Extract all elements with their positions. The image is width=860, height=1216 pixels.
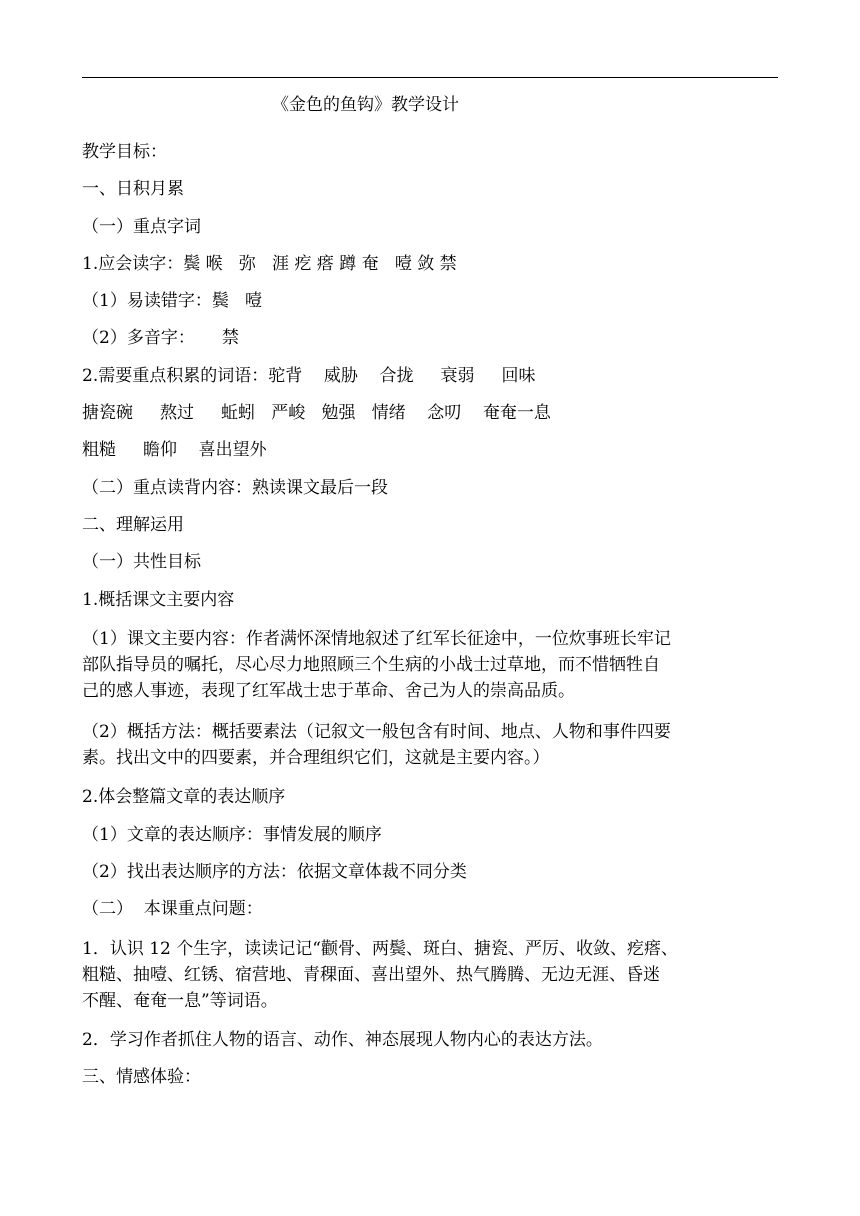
paragraph-line: 1．认识 12 个生字，读读记记“颧骨、两鬓、斑白、搪瓷、严厉、收敛、疙瘩、	[82, 938, 678, 959]
text-line: （1）文章的表达顺序：事情发展的顺序	[82, 824, 382, 845]
paragraph-main-content	[82, 626, 782, 704]
section-heading: 三、情感体验：	[82, 1067, 201, 1088]
document-body	[82, 141, 782, 1104]
text-line: 1.概括课文主要内容	[82, 589, 235, 610]
paragraph-line: （1）课文主要内容：作者满怀深情地叙述了红军长征途中，一位炊事班长牢记	[82, 628, 671, 649]
paragraph-line: （2）概括方法：概括要素法（记叙文一般包含有时间、地点、人物和事件四要	[82, 722, 671, 743]
paragraph-vocabulary	[82, 936, 782, 1014]
text-line: 搪瓷碗 熬过 蚯蚓 严峻 勉强 情绪 念叨 奄奄一息	[82, 403, 551, 424]
section-heading: 一、日积月累	[82, 179, 184, 200]
text-line: （2）多音字： 禁	[82, 328, 239, 349]
text-line: 粗糙 瞻仰 喜出望外	[82, 440, 267, 461]
text-line: （1）易读错字：鬓 噎	[82, 291, 263, 312]
paragraph-line: 部队指导员的嘱托，尽心尽力地照顾三个生病的小战士过草地，而不惜牺牲自	[82, 654, 660, 675]
text-line: 1.应会读字：鬓 喉 弥 涯 疙 瘩 蹲 奄 噎 敛 禁	[82, 253, 457, 274]
paragraph-line: 粗糙、抽噎、红锈、宿营地、青稞面、喜出望外、热气腾腾、无边无涯、昏迷	[82, 964, 660, 985]
document-title: 《金色的鱼钩》教学设计	[272, 95, 459, 115]
text-line: （2）找出表达顺序的方法：依据文章体裁不同分类	[82, 862, 467, 883]
text-line: 2.体会整篇文章的表达顺序	[82, 787, 286, 808]
subsection-heading: （一）重点字词	[82, 216, 201, 237]
text-line: 2.需要重点积累的词语：驼背 威胁 合拢 衰弱 回味	[82, 365, 536, 386]
paragraph-line: 素。找出文中的四要素，并合理组织它们，这就是主要内容。）	[82, 748, 550, 769]
subsection-heading: （二） 本课重点问题：	[82, 899, 263, 920]
paragraph-line: 己的感人事迹，表现了红军战士忠于革命、舍己为人的崇高品质。	[82, 680, 575, 701]
subsection-heading: （一）共性目标	[82, 552, 201, 573]
paragraph-method	[82, 719, 782, 771]
subsection-heading: （二）重点读背内容：熟读课文最后一段	[82, 477, 388, 498]
section-heading: 二、理解运用	[82, 514, 184, 535]
header-rule	[82, 77, 778, 78]
section-heading: 教学目标：	[82, 142, 167, 162]
paragraph-line: 不醒、奄奄一息”等词语。	[82, 990, 278, 1011]
text-line: 2．学习作者抓住人物的语言、动作、神态展现人物内心的表达方法。	[82, 1029, 603, 1050]
